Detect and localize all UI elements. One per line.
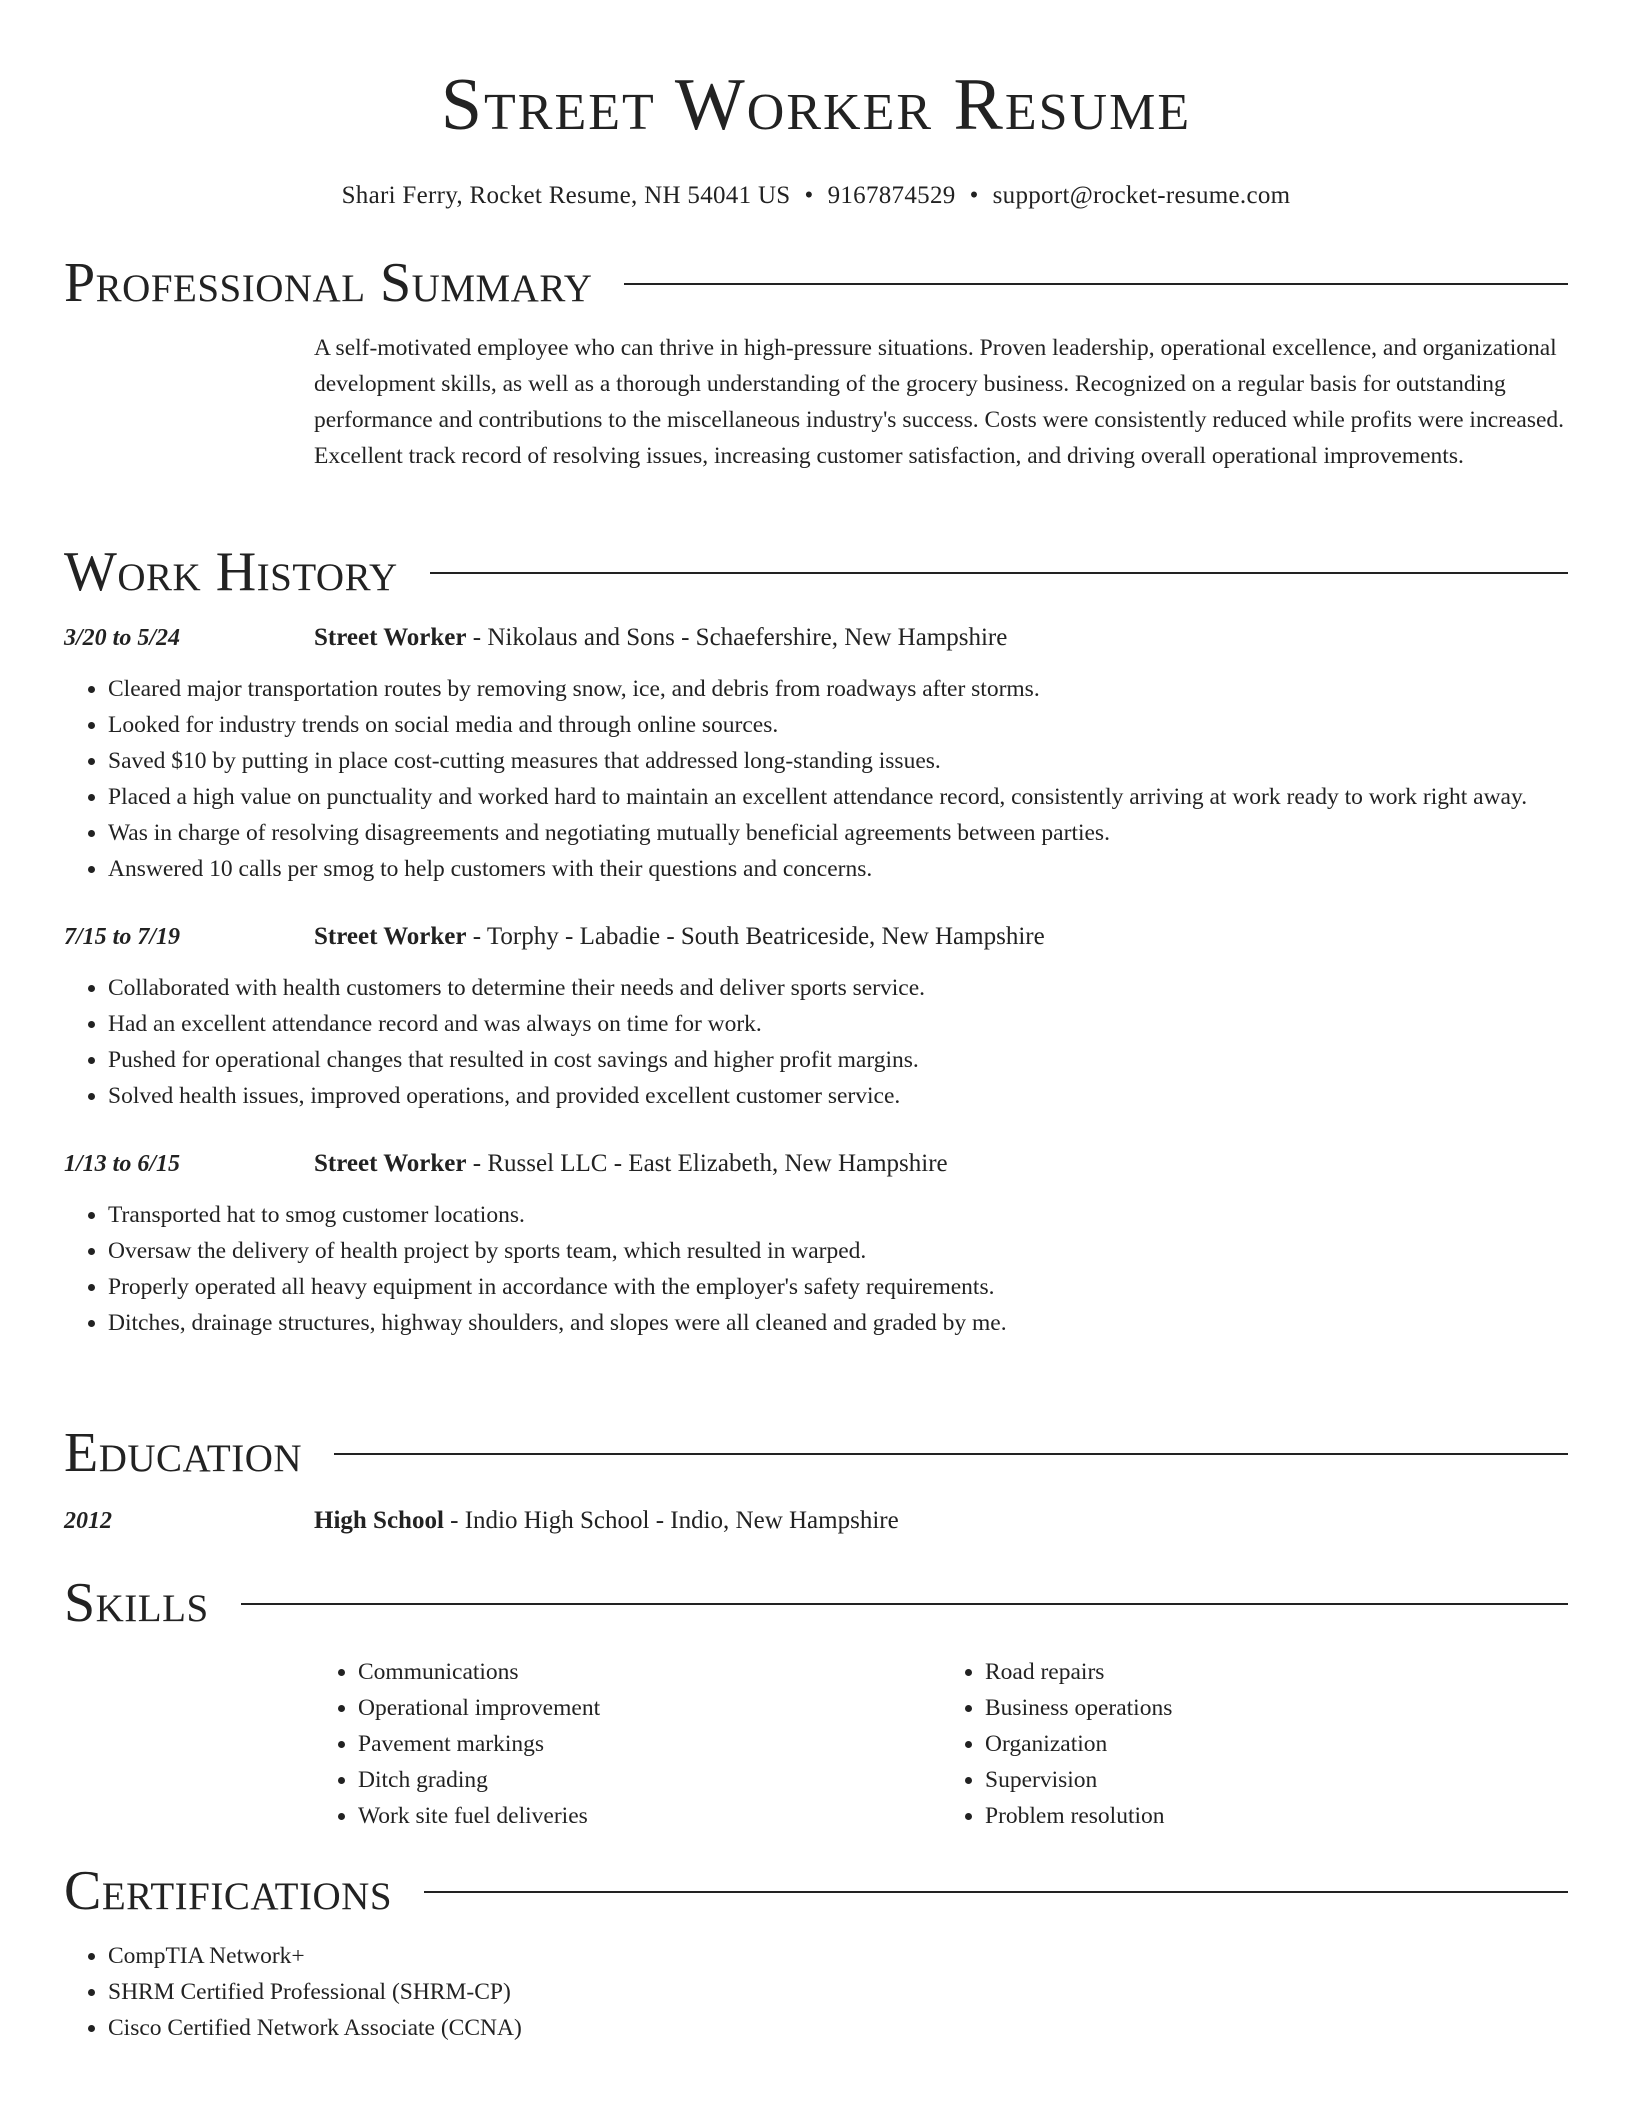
job-title: Street Worker: [314, 923, 467, 950]
work-history-header: [64, 537, 1568, 607]
job-bullet: • Collaborated with health customers to determine their needs and deliver sports service.: [108, 970, 1568, 1006]
contact-separator: •: [804, 182, 814, 209]
certification-item: • Cisco Certified Network Associate (CCNA): [108, 2010, 1568, 2046]
job-header: [64, 621, 1568, 655]
contact-line: [0, 180, 1632, 212]
education-year: 2012: [64, 1508, 112, 1534]
summary-section: [64, 248, 1568, 474]
section-divider: [624, 283, 1568, 285]
skill-item: • Pavement markings: [358, 1726, 941, 1762]
job-title-line: [314, 1147, 948, 1181]
certification-item: • SHRM Certified Professional (SHRM-CP): [108, 1974, 1568, 2010]
education-header: [64, 1418, 1568, 1488]
skill-item: • Ditch grading: [358, 1762, 941, 1798]
job-header: [64, 920, 1568, 954]
section-divider: [424, 1891, 1568, 1893]
job-employer: - Nikolaus and Sons - Schaefershire, New Hampshire: [466, 624, 1008, 651]
job-bullet: • Placed a high value on punctuality and worked hard to maintain an excellent attendance record, consistently arriving at work ready to work right away.: [108, 779, 1568, 815]
certifications-section: [64, 1856, 1568, 2046]
skills-section: [64, 1568, 1568, 1834]
skills-grid: [314, 1654, 1568, 1834]
job-title: Street Worker: [314, 1150, 467, 1177]
section-title-education: Education: [64, 1422, 303, 1484]
job-bullets: [64, 970, 1568, 1114]
resume-title: Street Worker Resume: [440, 64, 1192, 146]
job-bullet: • Properly operated all heavy equipment in accordance with the employer's safety requirements.: [108, 1269, 1568, 1305]
skill-item: • Communications: [358, 1654, 941, 1690]
skill-item: • Road repairs: [985, 1654, 1568, 1690]
education-entry: [64, 1504, 1568, 1538]
job-bullet: • Transported hat to smog customer locations.: [108, 1197, 1568, 1233]
job-entry: [64, 1147, 1568, 1341]
skill-item: • Organization: [985, 1726, 1568, 1762]
job-employer: - Torphy - Labadie - South Beatriceside, New Hampshire: [466, 923, 1045, 950]
contact-email: support@rocket-resume.com: [992, 182, 1291, 209]
job-bullets: [64, 671, 1568, 887]
job-dates: 3/20 to 5/24: [64, 625, 181, 651]
job-entry: [64, 621, 1568, 887]
section-divider: [241, 1603, 1568, 1605]
job-bullet: • Cleared major transportation routes by removing snow, ice, and debris from roadways after storms.: [108, 671, 1568, 707]
education-school: - Indio High School - Indio, New Hampshire: [443, 1507, 899, 1534]
job-bullet: • Looked for industry trends on social media and through online sources.: [108, 707, 1568, 743]
contact-phone: 9167874529: [827, 182, 956, 209]
skills-column-right: [941, 1654, 1568, 1834]
skills-column-left: [314, 1654, 941, 1834]
summary-header: [64, 248, 1568, 318]
section-title-work-history: Work History: [64, 541, 398, 603]
education-line: [314, 1504, 899, 1538]
job-bullet: • Was in charge of resolving disagreements and negotiating mutually beneficial agreements between parties.: [108, 815, 1568, 851]
skill-item: • Problem resolution: [985, 1798, 1568, 1834]
job-header: [64, 1147, 1568, 1181]
work-history-section: [64, 537, 1568, 1341]
skill-item: • Operational improvement: [358, 1690, 941, 1726]
job-title-line: [314, 621, 1007, 655]
job-bullet: • Answered 10 calls per smog to help customers with their questions and concerns.: [108, 851, 1568, 887]
section-title-certifications: Certifications: [64, 1860, 393, 1922]
skill-item: • Work site fuel deliveries: [358, 1798, 941, 1834]
education-degree: High School: [314, 1507, 444, 1534]
section-title-skills: Skills: [64, 1572, 209, 1634]
contact-address: Shari Ferry, Rocket Resume, NH 54041 US: [341, 182, 791, 209]
certifications-header: [64, 1856, 1568, 1926]
job-entry: [64, 920, 1568, 1114]
job-bullet: • Oversaw the delivery of health project by sports team, which resulted in warped.: [108, 1233, 1568, 1269]
summary-text: A self-motivated employee who can thrive in high-pressure situations. Proven leadership, operational excellence, and organizational development skills, as well as a thorough understanding of the grocery business. Recognized on a regular basis for outstanding performance and contributions to the miscellaneous industry's success. Costs were consistently reduced while profits were increased. Excellent track record of resolving issues, increasing customer satisfaction, and driving overall operational improvements.: [314, 335, 1565, 469]
contact-separator: •: [969, 182, 979, 209]
section-divider: [334, 1453, 1568, 1455]
job-title-line: [314, 920, 1045, 954]
job-employer: - Russel LLC - East Elizabeth, New Hampshire: [466, 1150, 948, 1177]
job-dates: 1/13 to 6/15: [64, 1151, 181, 1177]
skill-item: • Supervision: [985, 1762, 1568, 1798]
job-dates: 7/15 to 7/19: [64, 924, 181, 950]
section-title-summary: Professional Summary: [64, 252, 593, 314]
section-divider: [430, 572, 1568, 574]
job-bullet: • Saved $10 by putting in place cost-cutting measures that addressed long-standing issues.: [108, 743, 1568, 779]
job-bullet: • Solved health issues, improved operations, and provided excellent customer service.: [108, 1078, 1568, 1114]
certification-item: • CompTIA Network+: [108, 1938, 1568, 1974]
skill-item: • Business operations: [985, 1690, 1568, 1726]
job-bullet: • Had an excellent attendance record and was always on time for work.: [108, 1006, 1568, 1042]
education-section: [64, 1418, 1568, 1538]
skills-header: [64, 1568, 1568, 1638]
job-title: Street Worker: [314, 624, 467, 651]
job-bullets: [64, 1197, 1568, 1341]
certifications-list: [64, 1938, 1568, 2046]
job-bullet: • Ditches, drainage structures, highway shoulders, and slopes were all cleaned and graded by me.: [108, 1305, 1568, 1341]
job-bullet: • Pushed for operational changes that resulted in cost savings and higher profit margins.: [108, 1042, 1568, 1078]
